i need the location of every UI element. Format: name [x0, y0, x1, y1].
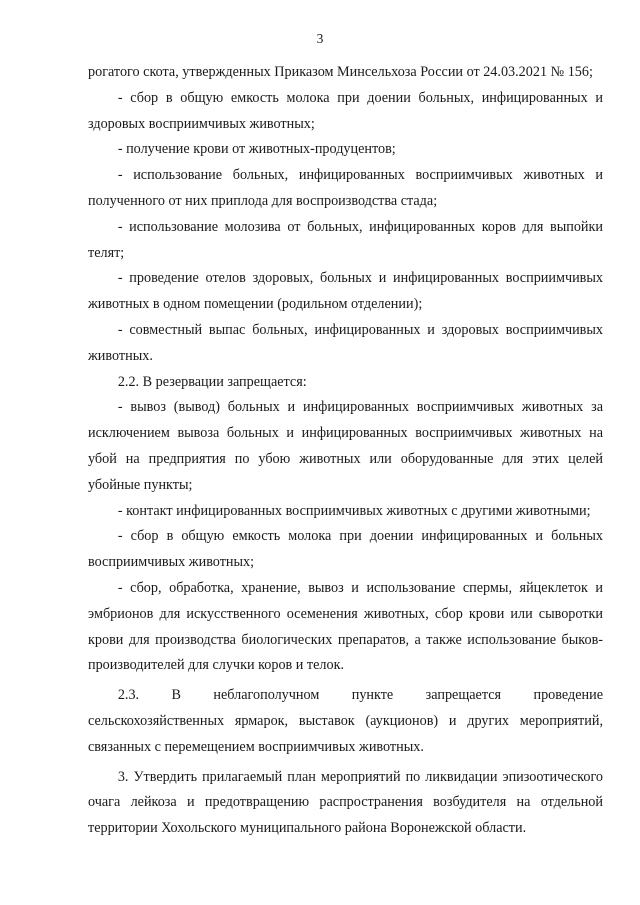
list-item: - сбор, обработка, хранение, вывоз и использование спермы, яйцеклеток и эмбрионов для искусственного осеменения животных, сбор крови или сыворотки крови для производства биологических препаратов, а также использование быков-производителей для случки коров и телок. — [88, 579, 603, 674]
section-number: 2.3. — [117, 687, 140, 704]
word: пункте — [351, 687, 394, 704]
page-number: 3 — [316, 31, 324, 46]
list-item: - контакт инфицированных восприимчивых животных с другими животными; — [117, 502, 591, 519]
section-3: 3. Утвердить прилагаемый план мероприятий по ликвидации эпизоотического очага лейкоза и предотвращению распространения возбудителя на отдельной территории Хохольского муниципального района Воронежской области. — [88, 768, 603, 837]
section-2-3-first-line — [88, 683, 603, 709]
list-item: - сбор в общую емкость молока при доении инфицированных и больных восприимчивых животных; — [88, 528, 603, 571]
list-item: - использование молозива от больных, инфицированных коров для выпойки телят; — [88, 218, 603, 261]
list-item: - вывоз (вывод) больных и инфицированных восприимчивых животных за исключением вывоза больных и инфицированных восприимчивых животных на убой на предприятия по убою животных или оборудованные для этих целей убойные пункты; — [88, 399, 603, 493]
paragraph-continuation: рогатого скота, утвержденных Приказом Минсельхоза России от 24.03.2021 № 156; — [88, 64, 593, 80]
list-item: - использование больных, инфицированных восприимчивых животных и полученного от них приплода для воспроизводства стада; — [88, 167, 603, 209]
word: неблагополучном — [213, 687, 320, 704]
list-item: - совместный выпас больных, инфицированных и здоровых восприимчивых животных. — [88, 321, 603, 364]
document-body — [88, 60, 603, 842]
list-item: - сбор в общую емкость молока при доении больных, инфицированных и здоровых восприимчивых животных; — [88, 89, 603, 132]
word: В — [171, 687, 181, 704]
list-item: - получение крови от животных-продуцентов; — [117, 141, 396, 158]
word: проведение — [533, 687, 603, 704]
list-item: - проведение отелов здоровых, больных и инфицированных восприимчивых животных в одном помещении (родильном отделении); — [88, 270, 603, 313]
section-heading-2-2: 2.2. В резервации запрещается: — [117, 373, 307, 390]
word: запрещается — [425, 687, 502, 704]
section-2-3-continuation: сельскохозяйственных ярмарок, выставок (аукционов) и других мероприятий, связанных с перемещением восприимчивых животных. — [88, 712, 603, 755]
